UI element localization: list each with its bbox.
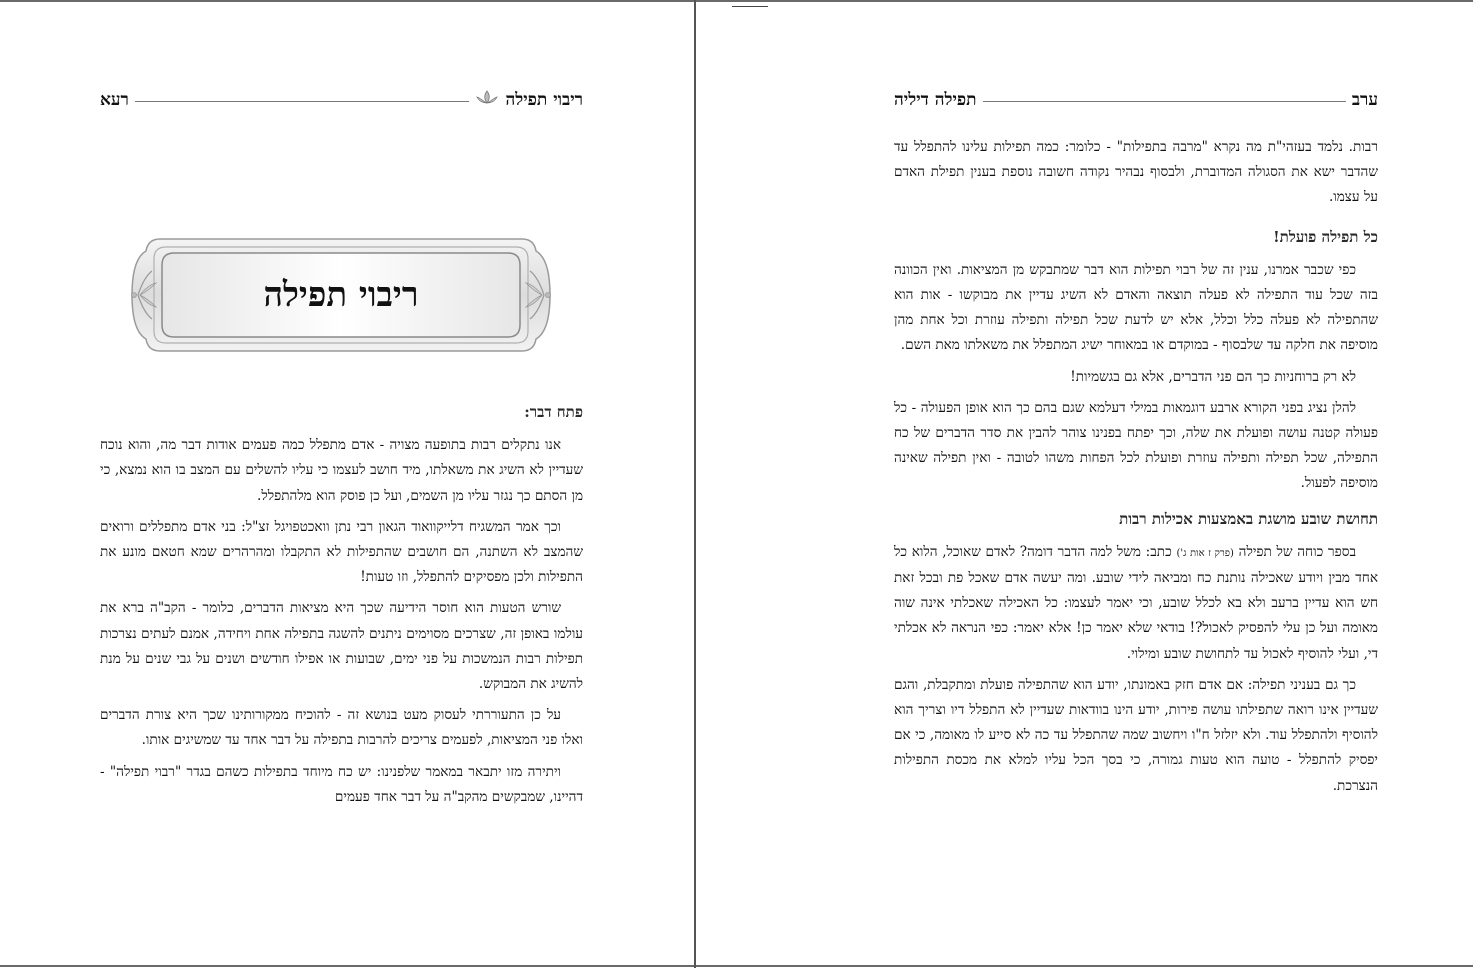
right-header-title: תפילה דיליה xyxy=(894,90,977,110)
right-page-body xyxy=(894,135,1378,805)
paragraph: לא רק ברוחניות כך הם פני הדברים, אלא גם בגשמיות! xyxy=(1070,368,1356,385)
left-page-header xyxy=(100,82,583,110)
chapter-title: ריבוי תפילה xyxy=(263,275,419,315)
section-heading: פתח דבר: xyxy=(524,403,583,421)
left-page-body xyxy=(100,400,583,816)
paragraph: להלן נציג בפני הקורא ארבע דוגמאות במילי דעלמא שגם בהם כך הוא אופן הפעולה - כל פעולה קטנה עושה ופועלת את שלה, וכך יפתח בפנינו צוהר להבין את סדר הדברים של כח התפילה, שכל תפילה ותפילה עוזרת ופועלת לכל הפחות משהו לטובה - ואין תפילה שאינה מוסיפה לפעול. xyxy=(894,399,1378,492)
paragraph: שורש הטעות הוא חוסר הידיעה שכך היא מציאות הדברים, כלומר - הקב"ה ברא את עולמו באופן זה, שצרכים מסוימים ניתנים להשגה בתפילה אחת ויחידה, אמנם לעתים נצרכות תפילות רבות הנמשכות על פני ימים, שבועות או אפילו חודשים ושנים על גבי שנים על מנת להשיג את המבוקש. xyxy=(100,600,583,693)
paragraph: אנו נתקלים רבות בתופעה מצויה - אדם מתפלל כמה פעמים אודות דבר מה, והוא נוכח שעדיין לא השיג את משאלתו, מיד חושב לעצמו כי עליו להשלים עם המצב בו הוא נמצא, כי מן הסתם כך נגזר עליו מן השמים, ועל כן פוסק הוא מלהתפלל. xyxy=(100,437,583,504)
paragraph: על כן התעוררתי לעסוק מעט בנושא זה - להוכיח ממקורותינו שכך היא צורת הדברים ואלו פני המציאות, לפעמים צריכים להרבות בתפילה על דבר אחד עד שמשיגים אותו. xyxy=(100,707,583,749)
section-heading: תחושת שובע מושגת באמצעות אכילות רבות xyxy=(1119,509,1378,528)
paragraph: כפי שכבר אמרנו, ענין זה של רבוי תפילות הוא דבר שמתבקש מן המציאות. ואין הכוונה בזה שכל עוד התפילה לא פעלה תוצאה והאדם לא השיג עדיין את מבוקשו - אות הוא שהתפילה לא פעלה כלל וכלל, אלא יש לדעת שכל תפילה ותפילה עוזרת וכל אחת מהן מוסיפה את חלקה עד שלבסוף - במוקדם או במאוחר ישיג המתפלל את משאלתו מאת השם. xyxy=(894,261,1378,354)
section-heading: כל תפילה פועלת! xyxy=(1273,227,1378,246)
paragraph-text: כתב: משל למה הדבר דומה? לאדם שאוכל, הלוא כל אחד מבין ויודע שאכילה נותנת כח ומביאה לידי שובע. ומה יעשה אדם שאכל פת ובכל זאת חש הוא עדיין ברעב ולא בא לכלל שובע, וכי יאמר לעצמו: כל האכילה שאכלתי אינה שוה מאומה ועל כן עלי להפסיק לאכול?! בודאי שלא יאמר כן! אלא יאמר: כפי הנראה לא אכלתי די, ועלי להוסיף לאכול עד לתחושת שובע ומילוי. xyxy=(894,543,1378,662)
paragraph: וכך אמר המשגיח דלייקוואוד הגאון רבי נתן וואכטפויגל זצ"ל: בני אדם מתפללים ורואים שהמצב לא השתנה, הם חושבים שהתפילות לא התקבלו ומהרהרים שמא חטאם מונע את התפילות ולכן מפסיקים להתפלל, וזו טעות! xyxy=(100,518,583,586)
left-page-number: רעא xyxy=(100,90,129,110)
paragraph xyxy=(894,540,1378,667)
chapter-title-frame xyxy=(130,237,552,353)
left-page xyxy=(0,0,694,968)
lotus-ornament-icon xyxy=(475,90,499,104)
paragraph: כך גם בעניני תפילה: אם אדם חזק באמונתו, יודע הוא שהתפילה פועלת ומתקבלת, והגם שעדיין אינו רואה שתפילתו עושה פירות, יודע הינו בוודאות שעדיין לא התפלל דיו וצריך הוא להוסיף ולהתפלל עוד. ולא יזלזל ח"ו ויחשוב שמה שהתפלל עד כה לא סייע לו מאומה, כי אם יפסיק להתפלל - טועה הוא טעות גמורה, כי בסך הכל עליו למלא את מכסת התפילות הנצרכת. xyxy=(894,676,1378,794)
header-rule xyxy=(983,101,1346,102)
left-header-title: ריבוי תפילה xyxy=(505,90,583,110)
paragraph: ויתירה מזו יתבאר במאמר שלפנינו: יש כח מיוחד בתפילות כשהם בגדר "רבוי תפילה" - דהיינו, שמבקשים מהקב"ה על דבר אחד פעמים xyxy=(100,763,583,805)
right-page xyxy=(696,0,1473,968)
right-page-header xyxy=(894,82,1378,110)
paragraph-text: בספר כוחה של תפילה xyxy=(1238,543,1357,560)
header-rule xyxy=(135,101,470,102)
paragraph: רבות. נלמד בעזהי"ת מה נקרא "מרבה בתפילות" - כלומר: כמה תפילות עלינו להתפלל עד שהדבר ישא את הסגולה המדוברת, ולבסוף נבהיר נקודה חשובה נוספת בענין תפילת האדם על עצמו. xyxy=(894,139,1378,206)
source-citation: (פרק ז אות ג') xyxy=(1176,547,1234,559)
right-page-number: ערב xyxy=(1351,90,1378,110)
